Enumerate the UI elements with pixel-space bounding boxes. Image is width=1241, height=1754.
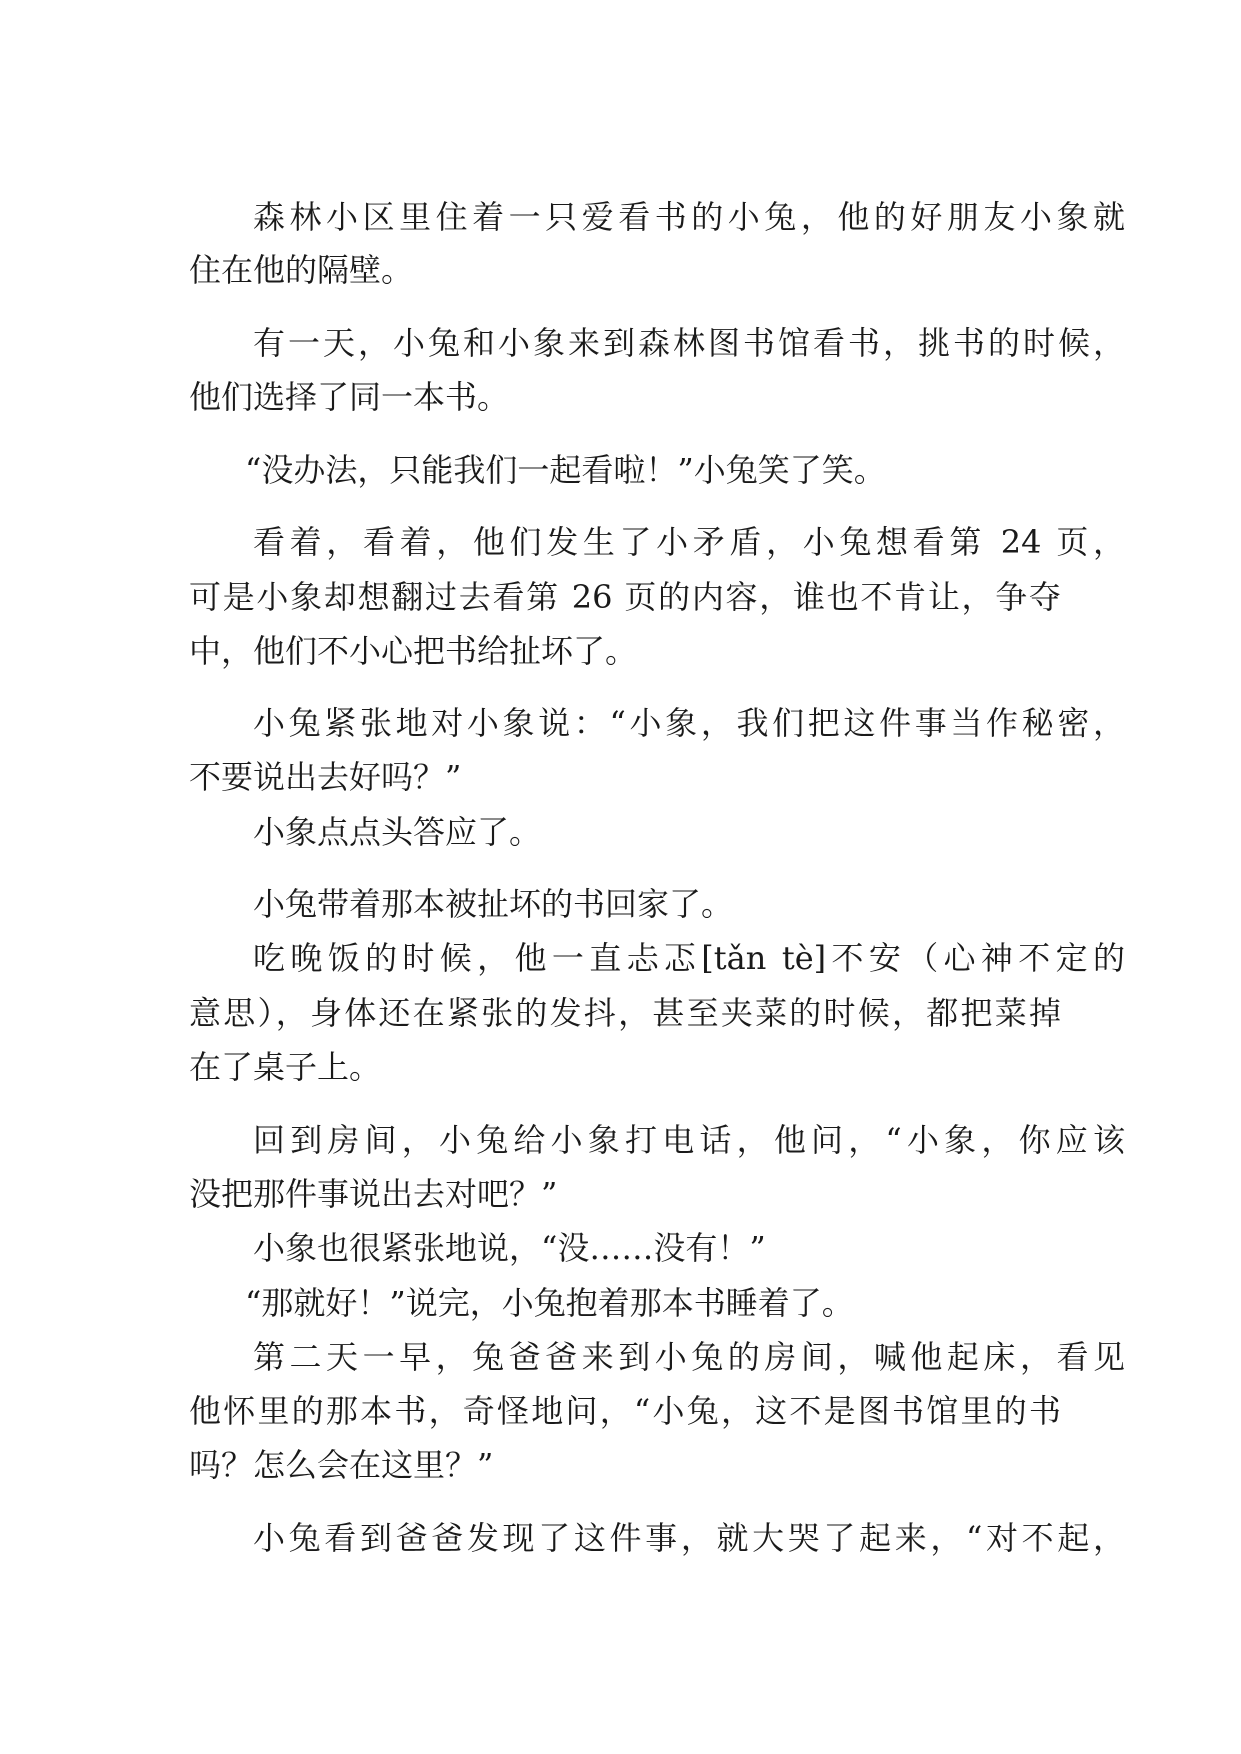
text-line: 吗？怎么会在这里？” [189,1446,494,1484]
text-line: 看着，看着，他们发生了小矛盾，小兔想看第 24 页， [253,523,1125,561]
text-line: 有一天，小兔和小象来到森林图书馆看书，挑书的时候， [253,324,1125,362]
text-line: 森林小区里住着一只爱看书的小兔，他的好朋友小象就 [253,198,1125,236]
text-line: “没办法，只能我们一起看啦！”小兔笑了笑。 [245,451,886,489]
text-line: 小兔带着那本被扯坏的书回家了。 [253,885,734,923]
text-line: 小象点点头答应了。 [253,813,542,851]
text-line: 吃晚饭的时候，他一直忐忑[tǎn tè]不安（心神不定的 [253,939,1125,977]
text-line: 第二天一早，兔爸爸来到小兔的房间，喊他起床，看见 [253,1338,1125,1376]
text-line: 没把那件事说出去对吧？” [189,1175,558,1213]
text-line: 小兔看到爸爸发现了这件事，就大哭了起来，“对不起， [253,1519,1125,1557]
text-line: 小象也很紧张地说，“没……没有！” [253,1229,766,1267]
text-line: 回到房间，小兔给小象打电话，他问，“小象，你应该 [253,1121,1125,1159]
text-line: 他们选择了同一本书。 [189,378,510,416]
text-line: 不要说出去好吗？” [189,758,462,796]
text-line: 可是小象却想翻过去看第 26 页的内容，谁也不肯让，争夺 [189,578,1061,616]
text-line: 意思），身体还在紧张的发抖，甚至夹菜的时候，都把菜掉 [189,994,1061,1032]
text-line: 住在他的隔壁。 [189,251,414,289]
text-line: 他怀里的那本书，奇怪地问，“小兔，这不是图书馆里的书 [189,1392,1061,1430]
text-line: “那就好！”说完，小兔抱着那本书睡着了。 [245,1284,854,1322]
text-line: 中，他们不小心把书给扯坏了。 [189,632,638,670]
text-line: 在了桌子上。 [189,1048,382,1086]
text-line: 小兔紧张地对小象说：“小象，我们把这件事当作秘密， [253,704,1125,742]
